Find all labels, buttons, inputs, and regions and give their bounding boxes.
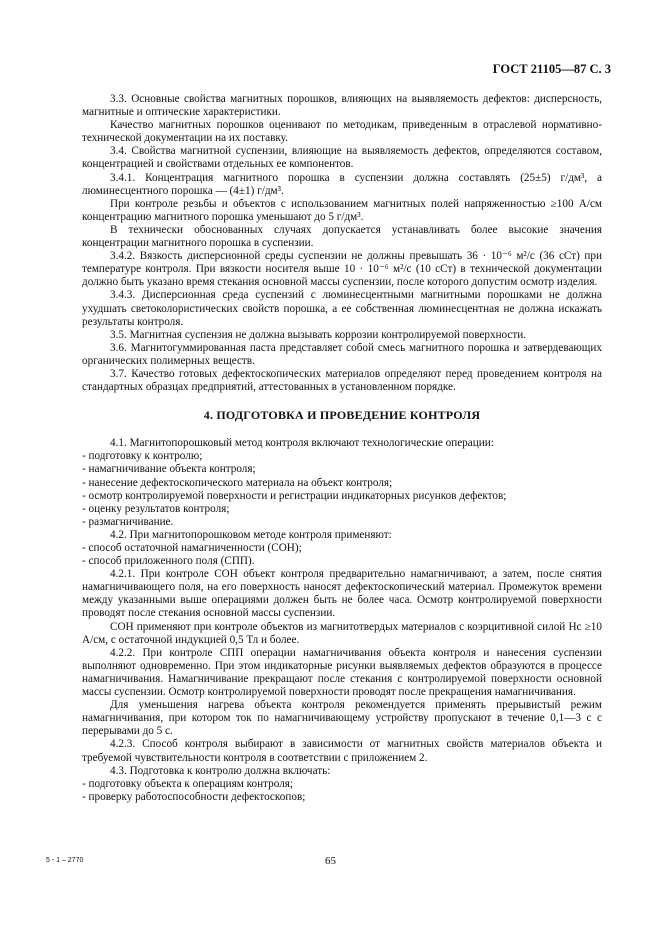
list-item: - способ приложенного поля (СПП). xyxy=(82,555,255,568)
paragraph-intermittent-mode: Для уменьшения нагрева объекта контроля рекомендуется применять прерывистый режим намагничивания, при котором ток по намагничивающему устройству пропускают в течение 0,1—3 с с перерывами до 5 с. xyxy=(82,699,602,738)
print-code: 5 - 1 – 2770 xyxy=(46,857,84,864)
main-text xyxy=(82,93,602,804)
paragraph-4-3: 4.3. Подготовка к контролю должна включать: xyxy=(110,764,331,777)
paragraph-3-4: 3.4. Свойства магнитной суспензии, влияющие на выявляемость дефектов, определяются составом, концентрацией и свойствами отдельных ее компонентов. xyxy=(82,145,602,171)
paragraph-3-4-1: 3.4.1. Концентрация магнитного порошка в суспензии должна составлять (25±5) г/дм³, а люминесцентного порошка — (4±1) г/дм³. xyxy=(82,171,602,197)
paragraph-quality-powders: Качество магнитных порошков оценивают по методикам, приведенным в отраслевой нормативно-технической документации на их поставку. xyxy=(82,119,602,145)
list-item: - нанесение дефектоскопического материала на объект контроля; xyxy=(82,476,393,489)
list-item: - размагничивание. xyxy=(82,515,174,528)
paragraph-4-2-1: 4.2.1. При контроле СОН объект контроля предварительно намагничивают, а затем, после снятия намагничивающего поля, на его поверхность наносят дефектоскопический материал. Промежуток времени между указанными выше операциями должен быть не более часа. Осмотр контролируемой поверхности проводят после стекания основной массы суспензии. xyxy=(82,568,602,620)
paragraph-3-6: 3.6. Магнитогуммированная паста представляет собой смесь магнитного порошка и затвердевающих органических полимерных веществ. xyxy=(82,341,602,367)
list-item: - проверку работоспособности дефектоскопов; xyxy=(82,790,306,803)
paragraph-3-5: 3.5. Магнитная суспензия не должна вызывать коррозии контролируемой поверхности. xyxy=(110,328,527,341)
paragraph-3-7: 3.7. Качество готовых дефектоскопических материалов определяют перед проведением контроля на стандартных образцах предприятий, аттестованных в установленном порядке. xyxy=(82,367,602,394)
list-item: - способ остаточной намагниченности (СОН); xyxy=(82,542,302,554)
page-header: ГОСТ 21105—87 С. 3 xyxy=(492,62,611,76)
paragraph-3-3: 3.3. Основные свойства магнитных порошков, влияющих на выявляемость дефектов: дисперсность, магнитные и оптические характеристики. xyxy=(82,93,602,119)
paragraph-4-1: 4.1. Магнитопорошковый метод контроля включают технологические операции: xyxy=(110,437,494,450)
paragraph-son-usage: СОН применяют при контроле объектов из магнитотвердых материалов с коэрцитивной силой Hc ≥10 А/см, с остаточной индукцией 0,5 Тл и более. xyxy=(82,620,602,646)
paragraph-4-2-2: 4.2.2. При контроле СПП операции намагничивания объекта контроля и нанесения суспензии выполняют одновременно. При этом индикаторные рисунки выявляемых дефектов образуются в процессе намагничивания. Намагничивание прекращают после стекания с контролируемой поверхности основной массы суспензии. Осмотр контролируемой поверхности проводят после прекращения намагничивания. xyxy=(82,646,602,699)
paragraph-thread-control: При контроле резьбы и объектов с использованием магнитных полей напряженностью ≥100 А/см концентрацию магнитного порошка уменьшают до 5 г/дм³. xyxy=(82,197,602,223)
paragraph-higher-concentration: В технически обоснованных случаях допускается устанавливать более высокие значения концентрации магнитного порошка в суспензии. xyxy=(82,223,602,250)
paragraph-4-2-3: 4.2.3. Способ контроля выбирают в зависимости от магнитных свойств материалов объекта и требуемой чувствительности контроля в соответствии с приложением 2. xyxy=(82,738,602,764)
paragraph-4-2: 4.2. При магнитопорошковом методе контроля применяют: xyxy=(110,528,392,541)
page-number: 65 xyxy=(325,855,336,867)
paragraph-3-4-2: 3.4.2. Вязкость дисперсионной среды суспензии не должны превышать 36 · 10⁻⁶ м²/с (36 сСт) при температуре контроля. При вязкости носителя выше 10 · 10⁻⁶ м²/с (10 сСт) в технической документации должно быть указано время стекания основной массы суспензии, после которого допустим осмотр изделия. xyxy=(82,250,602,289)
section-4-heading: 4. ПОДГОТОВКА И ПРОВЕДЕНИЕ КОНТРОЛЯ xyxy=(203,408,481,423)
list-item: - подготовку объекта к операциям контроля; xyxy=(82,777,294,790)
list-item: - осмотр контролируемой поверхности и регистрации индикаторных рисунков дефектов; xyxy=(82,489,507,502)
paragraph-3-4-3: 3.4.3. Дисперсионная среда суспензий с люминесцентными магнитными порошками не должна ухудшать светоколористических свойств порошка, а ее собственная люминесцентная не должна искажать результаты контроля. xyxy=(82,289,602,328)
list-item: - оценку результатов контроля; xyxy=(82,502,230,515)
list-item: - намагничивание объекта контроля; xyxy=(82,463,256,476)
list-item: - подготовку к контролю; xyxy=(82,450,203,463)
